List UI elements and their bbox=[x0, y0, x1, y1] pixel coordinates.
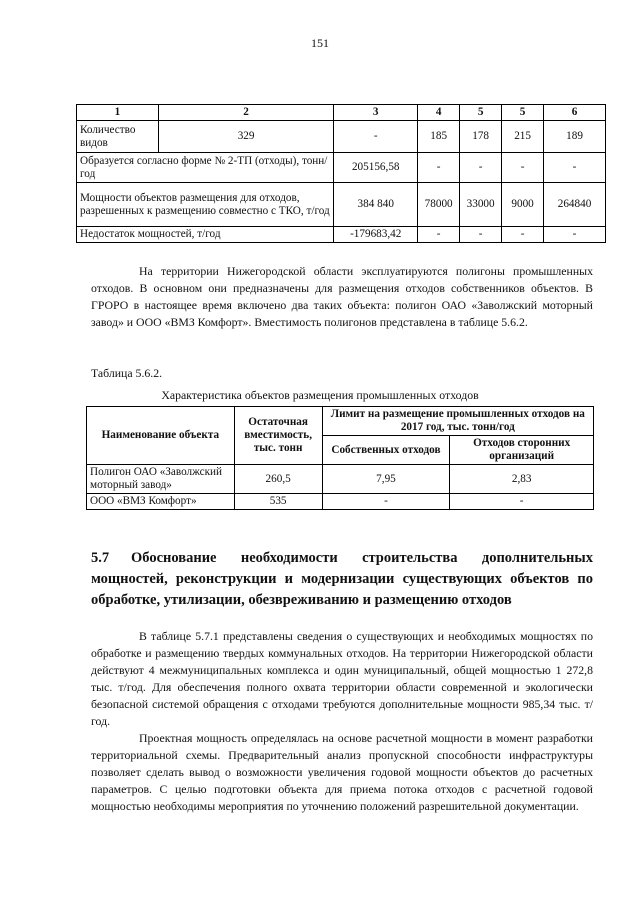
table-header-cell: 1 bbox=[77, 105, 159, 121]
table-row bbox=[77, 227, 606, 243]
table-cell: - bbox=[418, 227, 460, 243]
table-cell: 260,5 bbox=[234, 465, 322, 494]
section-heading bbox=[91, 548, 593, 611]
table-cell: 264840 bbox=[544, 183, 606, 227]
header-own-waste: Собственных отходов bbox=[322, 436, 450, 465]
table-cell: 329 bbox=[158, 121, 333, 153]
table-cell: 205156,58 bbox=[334, 153, 418, 183]
table-cell: - bbox=[334, 121, 418, 153]
table-header-cell: 2 bbox=[158, 105, 333, 121]
table-cell: 33000 bbox=[460, 183, 502, 227]
table-row bbox=[87, 494, 594, 510]
header-third-party-waste: Отходов сторонних организаций bbox=[450, 436, 594, 465]
table-cell: 185 bbox=[418, 121, 460, 153]
capacity-table bbox=[76, 104, 606, 243]
table-cell: 535 bbox=[234, 494, 322, 510]
table-cell: 189 bbox=[544, 121, 606, 153]
table-cell: - bbox=[418, 153, 460, 183]
table-cell: - bbox=[502, 227, 544, 243]
table-row bbox=[77, 153, 606, 183]
table-cell: - bbox=[460, 227, 502, 243]
table-cell: 215 bbox=[502, 121, 544, 153]
section-title: Обоснование необходимости строительства дополнительных мощностей, реконструкции и модернизации существующих объектов по обработке, утилизации, обезвреживанию и размещению отходов bbox=[91, 550, 593, 608]
table-cell: 178 bbox=[460, 121, 502, 153]
table-header-cell: 3 bbox=[334, 105, 418, 121]
table-cell: -179683,42 bbox=[334, 227, 418, 243]
page-number: 151 bbox=[311, 36, 329, 50]
table-header-cell: 5 bbox=[460, 105, 502, 121]
table-cell: - bbox=[460, 153, 502, 183]
table-cell: - bbox=[544, 153, 606, 183]
paragraph-capacities: В таблице 5.7.1 представлены сведения о существующих и необходимых мощностях по обработке и размещению твердых коммунальных отходов. На территории Нижегородской области действуют 4 межмуниципальных комплекса и один муниципальный, общей мощностью 1 272,8 тыс. т/год. Для обеспечения полного охвата территории области современной и экологически безопасной системой обращения с отходами требуются дополнительные мощности 985,34 тыс. т/год. bbox=[91, 629, 593, 728]
table-header-cell: 6 bbox=[544, 105, 606, 121]
object-name-cell: Полигон ОАО «Заволжский моторный завод» bbox=[87, 465, 235, 494]
header-limit: Лимит на размещение промышленных отходов на 2017 год, тыс. тонн/год bbox=[322, 407, 593, 436]
table-label: Таблица 5.6.2. bbox=[91, 366, 163, 380]
table-cell: - bbox=[322, 494, 450, 510]
row-label: Мощности объектов размещения для отходов, разрешенных к размещению совместно с ТКО, т/год bbox=[77, 183, 334, 227]
row-label: Недостаток мощностей, т/год bbox=[77, 227, 334, 243]
table-cell: - bbox=[544, 227, 606, 243]
table-caption: Характеристика объектов размещения промышленных отходов bbox=[161, 388, 479, 402]
table-header-cell: 5 bbox=[502, 105, 544, 121]
table-header-row bbox=[87, 407, 594, 436]
table-cell: 9000 bbox=[502, 183, 544, 227]
header-object-name: Наименование объекта bbox=[87, 407, 235, 465]
paragraph-landfills: На территории Нижегородской области эксплуатируются полигоны промышленных отходов. В основном они предназначены для размещения отходов собственников объектов. В ГРОРО в настоящее время включено два таких объекта: полигон ОАО «Заволжский моторный завод» и ООО «ВМЗ Комфорт». Вместимость полигонов представлена в таблице 5.6.2. bbox=[91, 264, 593, 329]
table-cell: 78000 bbox=[418, 183, 460, 227]
object-name-cell: ООО «ВМЗ Комфорт» bbox=[87, 494, 235, 510]
table-cell: - bbox=[450, 494, 594, 510]
table-cell: 384 840 bbox=[334, 183, 418, 227]
table-header-cell: 4 bbox=[418, 105, 460, 121]
section-number: 5.7 bbox=[91, 550, 110, 566]
row-label: Образуется согласно форме № 2-ТП (отходы), тонн/год bbox=[77, 153, 334, 183]
paragraph-design-capacity: Проектная мощность определялась на основе расчетной мощности в момент разработки территориальной схемы. Предварительный анализ пропускной способности инфраструктуры позволяет сделать вывод о возможности увеличения годовой мощности объектов до расчетных параметров. С целью подготовки объекта для приема потока отходов с расчетной годовой мощностью необходимы мероприятия по уточнению положений разрешительной документации. bbox=[91, 731, 593, 813]
table-cell: - bbox=[502, 153, 544, 183]
header-remaining-capacity: Остаточная вместимость, тыс. тонн bbox=[234, 407, 322, 465]
table-cell: 7,95 bbox=[322, 465, 450, 494]
table-row bbox=[77, 121, 606, 153]
table-row bbox=[77, 183, 606, 227]
table-header-row bbox=[77, 105, 606, 121]
table-row bbox=[87, 465, 594, 494]
row-label: Количество видов bbox=[77, 121, 159, 153]
industrial-landfills-table bbox=[86, 406, 594, 510]
table-cell: 2,83 bbox=[450, 465, 594, 494]
